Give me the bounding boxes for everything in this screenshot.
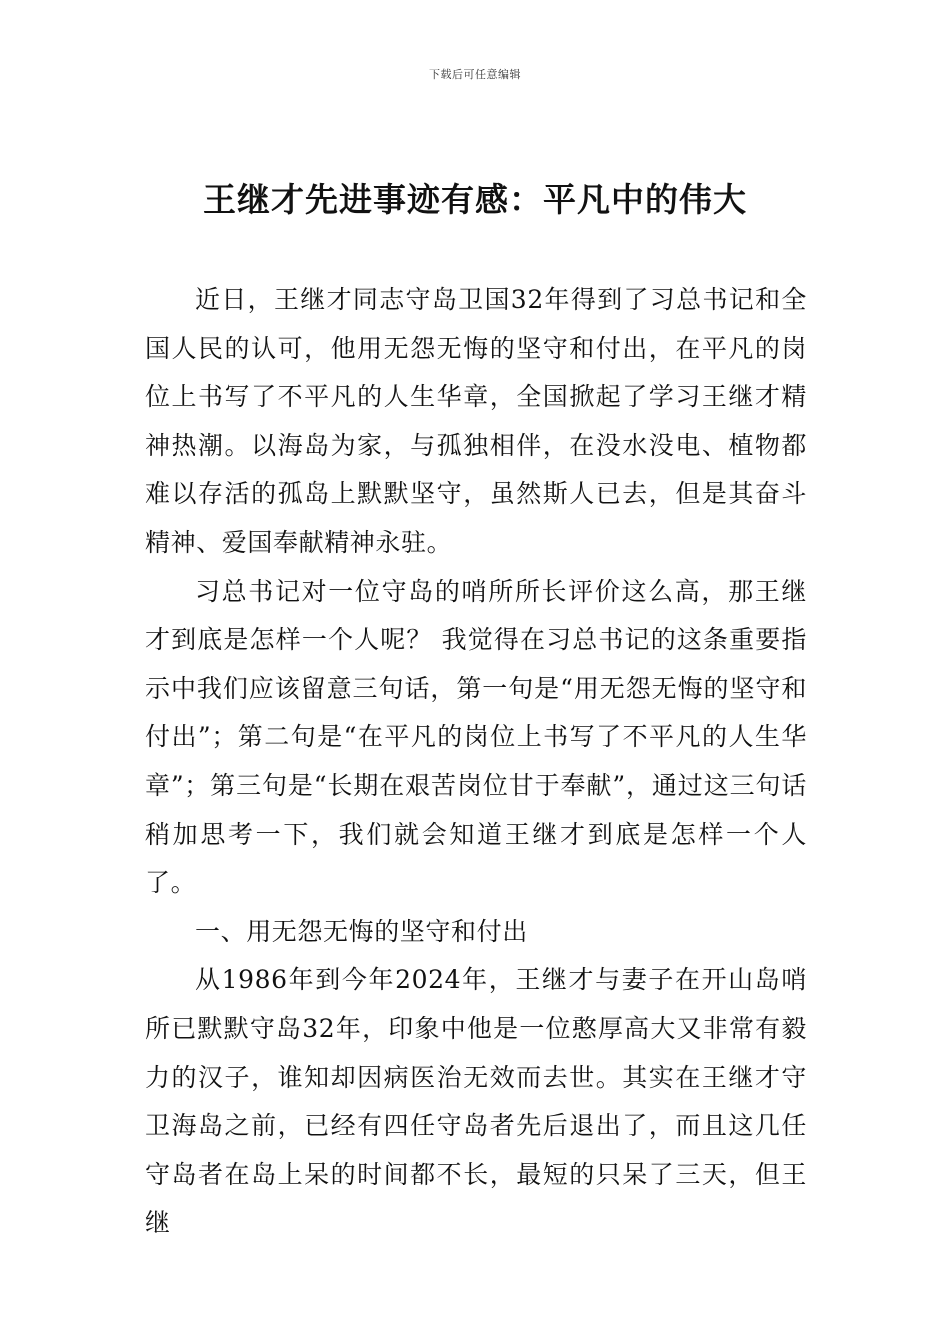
- paragraph-analysis: 习总书记对一位守岛的哨所所长评价这么高，那王继才到底是怎样一个人呢？ 我觉得在习总书记的这条重要指示中我们应该留意三句话，第一句是“用无怨无悔的坚守和付出”；第二句是“在平凡的岗位上书写了不平凡的人生华章”；第三句是“长期在艰苦岗位甘于奉献”，通过这三句话稍加思考一下，我们就会知道王继才到底是怎样一个人了。: [145, 576, 807, 898]
- article-title: 王继才先进事迹有感：平凡中的伟大: [203, 180, 747, 219]
- article-body: [145, 276, 807, 1248]
- section-heading-1: 一、用无怨无悔的坚守和付出: [195, 916, 528, 946]
- paragraph-section-1: 从1986年到今年2024年，王继才与妻子在开山岛哨所已默默守岛32年，印象中他是一位憨厚高大又非常有毅力的汉子，谁知却因病医治无效而去世。其实在王继才守卫海岛之前，已经有四任守岛者先后退出了，而且这几任守岛者在岛上呆的时间都不长，最短的只呆了三天，但王继: [145, 965, 807, 1238]
- paragraph-intro: 近日，王继才同志守岛卫国32年得到了习总书记和全国人民的认可，他用无怨无悔的坚守和付出，在平凡的岗位上书写了不平凡的人生华章，全国掀起了学习王继才精神热潮。以海岛为家，与孤独相伴，在没水没电、植物都难以存活的孤岛上默默坚守，虽然斯人已去，但是其奋斗精神、爱国奉献精神永驻。: [145, 285, 807, 557]
- header-note: 下载后可任意编辑: [429, 68, 521, 81]
